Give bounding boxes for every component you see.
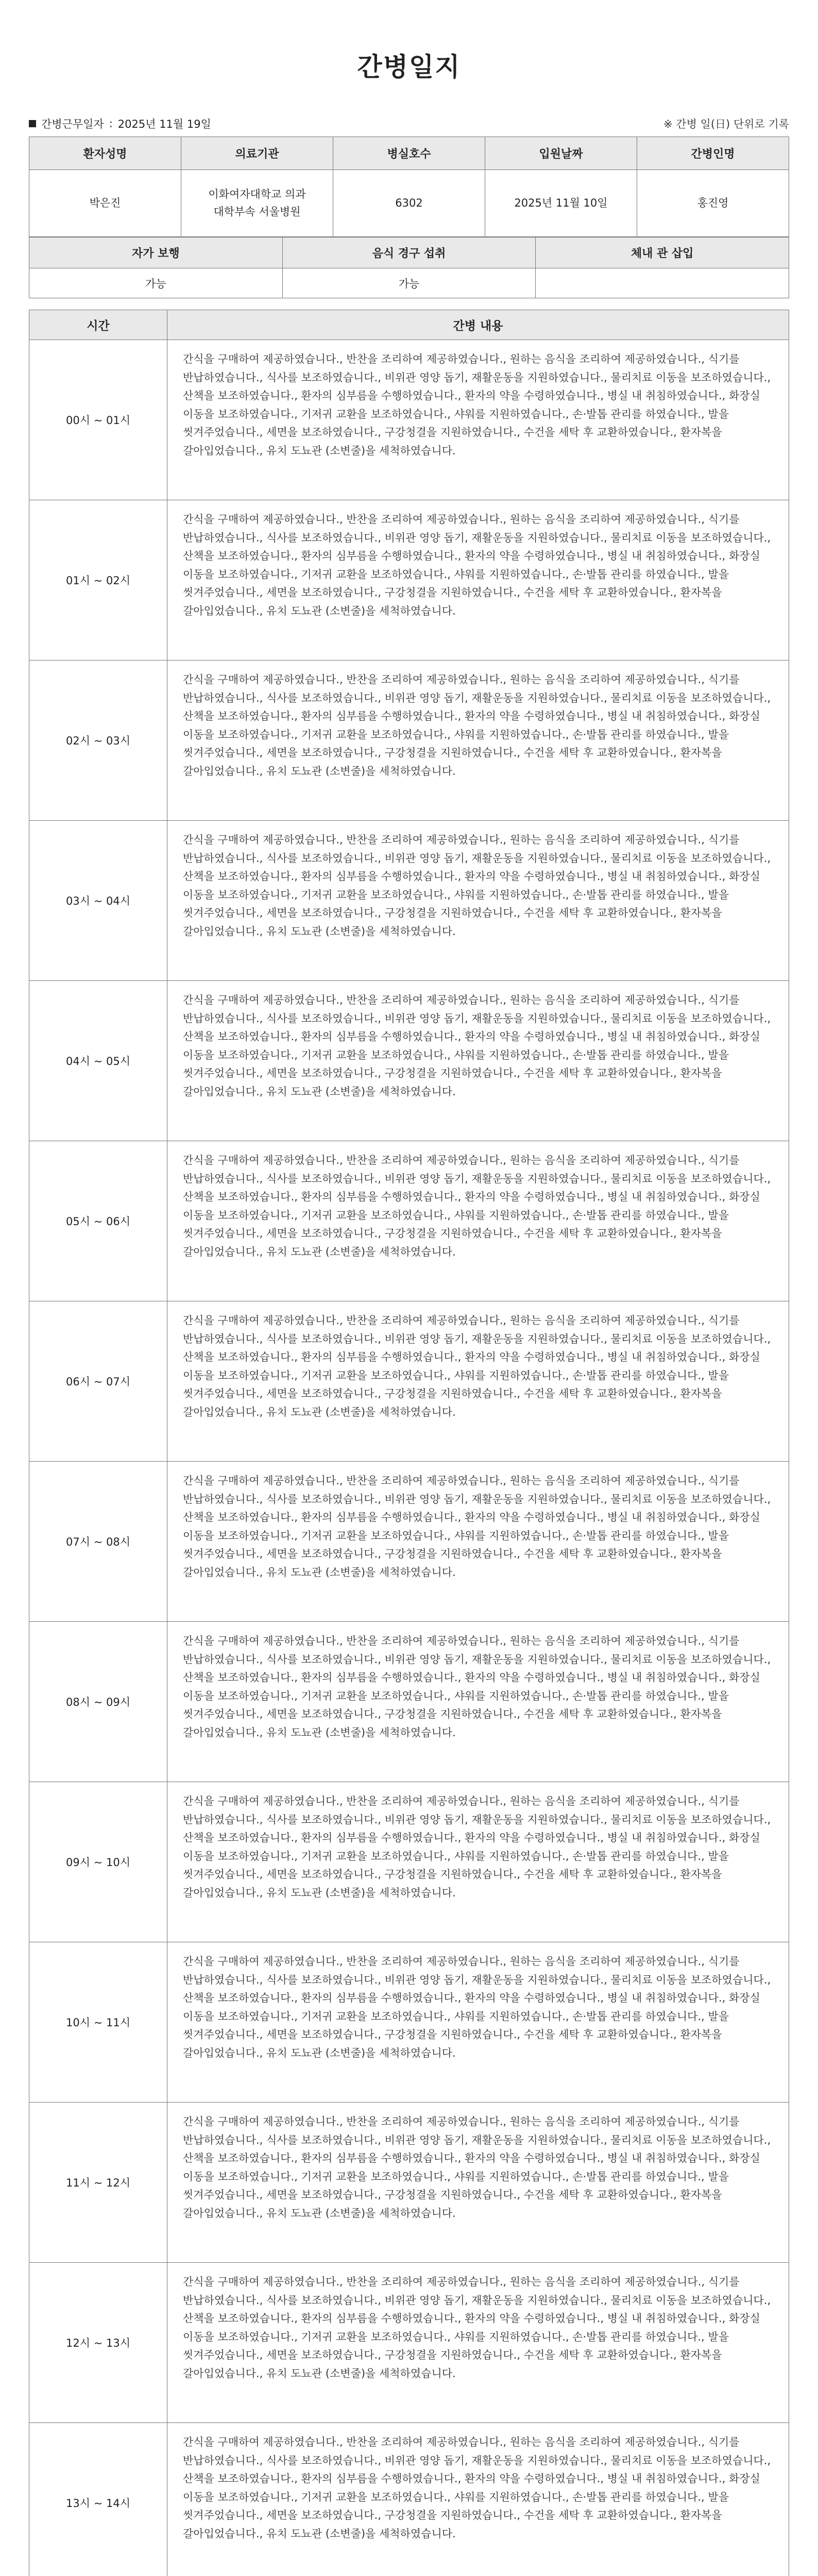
care-log-row [29,500,789,660]
work-date-label: 간병근무일자 [41,118,104,130]
care-log-time: 09시 ~ 10시 [29,1782,167,1942]
tube-insertion-value [536,268,789,298]
care-log-header-row [29,310,789,340]
room-number: 6302 [333,170,485,237]
admission-date: 2025년 11월 10일 [485,170,637,237]
care-log-time: 08시 ~ 09시 [29,1622,167,1782]
care-log-body [29,340,789,2576]
care-log-row [29,981,789,1141]
meta-row [29,111,789,137]
care-log-content: 간식을 구매하여 제공하였습니다., 반찬을 조리하여 제공하였습니다., 원하는 음식을 조리하여 제공하였습니다., 식기를 반납하였습니다., 식사를 보조하였습니다., 비위관 영양 돕기, 재활운동을 지원하였습니다., 물리치료 이동을 보조하였습니다., 산책을 보조하였습니다., 환자의 심부름을 수행하였습니다., 환자의 약을 수령하였습니다., 병실 내 취침하였습니다., 화장실 이동을 보조하였습니다., 기저귀 교환을 보조하였습니다., 샤워를 지원하였습니다., 손·발톱 관리를 하였습니다., 발을 씻겨주었습니다., 세면을 보조하였습니다., 구강청결을 지원하였습니다., 수건을 세탁 후 교환하였습니다., 환자복을 갈아입었습니다., 유치 도뇨관 (소변줄)을 세척하였습니다. [167,1301,789,1462]
square-bullet-icon [29,120,36,127]
care-status-value-row [29,268,789,298]
care-status-table [29,237,789,298]
patient-info-table [29,137,789,237]
care-log-content: 간식을 구매하여 제공하였습니다., 반찬을 조리하여 제공하였습니다., 원하는 음식을 조리하여 제공하였습니다., 식기를 반납하였습니다., 식사를 보조하였습니다., 비위관 영양 돕기, 재활운동을 지원하였습니다., 물리치료 이동을 보조하였습니다., 산책을 보조하였습니다., 환자의 심부름을 수행하였습니다., 환자의 약을 수령하였습니다., 병실 내 취침하였습니다., 화장실 이동을 보조하였습니다., 기저귀 교환을 보조하였습니다., 샤워를 지원하였습니다., 손·발톱 관리를 하였습니다., 발을 씻겨주었습니다., 세면을 보조하였습니다., 구강청결을 지원하였습니다., 수건을 세탁 후 교환하였습니다., 환자복을 갈아입었습니다., 유치 도뇨관 (소변줄)을 세척하였습니다. [167,1462,789,1622]
care-log-row [29,1782,789,1942]
work-date [29,116,211,131]
document-title: 간병일지 [357,52,461,82]
table-gap [29,298,789,310]
care-log-time: 01시 ~ 02시 [29,500,167,660]
care-log-content: 간식을 구매하여 제공하였습니다., 반찬을 조리하여 제공하였습니다., 원하는 음식을 조리하여 제공하였습니다., 식기를 반납하였습니다., 식사를 보조하였습니다., 비위관 영양 돕기, 재활운동을 지원하였습니다., 물리치료 이동을 보조하였습니다., 산책을 보조하였습니다., 환자의 심부름을 수행하였습니다., 환자의 약을 수령하였습니다., 병실 내 취침하였습니다., 화장실 이동을 보조하였습니다., 기저귀 교환을 보조하였습니다., 샤워를 지원하였습니다., 손·발톱 관리를 하였습니다., 발을 씻겨주었습니다., 세면을 보조하였습니다., 구강청결을 지원하였습니다., 수건을 세탁 후 교환하였습니다., 환자복을 갈아입었습니다., 유치 도뇨관 (소변줄)을 세척하였습니다. [167,2263,789,2423]
header-self-walking: 자가 보행 [29,238,283,268]
header-care-content: 간병 내용 [167,310,789,340]
care-log-content: 간식을 구매하여 제공하였습니다., 반찬을 조리하여 제공하였습니다., 원하는 음식을 조리하여 제공하였습니다., 식기를 반납하였습니다., 식사를 보조하였습니다., 비위관 영양 돕기, 재활운동을 지원하였습니다., 물리치료 이동을 보조하였습니다., 산책을 보조하였습니다., 환자의 심부름을 수행하였습니다., 환자의 약을 수령하였습니다., 병실 내 취침하였습니다., 화장실 이동을 보조하였습니다., 기저귀 교환을 보조하였습니다., 샤워를 지원하였습니다., 손·발톱 관리를 하였습니다., 발을 씻겨주었습니다., 세면을 보조하였습니다., 구강청결을 지원하였습니다., 수건을 세탁 후 교환하였습니다., 환자복을 갈아입었습니다., 유치 도뇨관 (소변줄)을 세척하였습니다. [167,1942,789,2103]
work-date-separator: : [109,117,113,130]
header-hospital: 의료기관 [181,137,333,170]
care-log-row [29,2263,789,2423]
care-log-row [29,2423,789,2576]
work-date-value: 2025년 11월 19일 [117,118,211,130]
care-log-time: 12시 ~ 13시 [29,2263,167,2423]
patient-name: 박은진 [29,170,181,237]
care-log-row [29,340,789,500]
header-oral-intake: 음식 경구 섭취 [282,238,536,268]
care-status-header-row [29,238,789,268]
care-log-content: 간식을 구매하여 제공하였습니다., 반찬을 조리하여 제공하였습니다., 원하는 음식을 조리하여 제공하였습니다., 식기를 반납하였습니다., 식사를 보조하였습니다., 비위관 영양 돕기, 재활운동을 지원하였습니다., 물리치료 이동을 보조하였습니다., 산책을 보조하였습니다., 환자의 심부름을 수행하였습니다., 환자의 약을 수령하였습니다., 병실 내 취침하였습니다., 화장실 이동을 보조하였습니다., 기저귀 교환을 보조하였습니다., 샤워를 지원하였습니다., 손·발톱 관리를 하였습니다., 발을 씻겨주었습니다., 세면을 보조하였습니다., 구강청결을 지원하였습니다., 수건을 세탁 후 교환하였습니다., 환자복을 갈아입었습니다., 유치 도뇨관 (소변줄)을 세척하였습니다. [167,1141,789,1301]
care-log-row [29,1622,789,1782]
care-log-time: 03시 ~ 04시 [29,821,167,981]
care-log-time: 02시 ~ 03시 [29,660,167,821]
care-log-table [29,310,789,2576]
header-admission-date: 입원날짜 [485,137,637,170]
care-log-content: 간식을 구매하여 제공하였습니다., 반찬을 조리하여 제공하였습니다., 원하는 음식을 조리하여 제공하였습니다., 식기를 반납하였습니다., 식사를 보조하였습니다., 비위관 영양 돕기, 재활운동을 지원하였습니다., 물리치료 이동을 보조하였습니다., 산책을 보조하였습니다., 환자의 심부름을 수행하였습니다., 환자의 약을 수령하였습니다., 병실 내 취침하였습니다., 화장실 이동을 보조하였습니다., 기저귀 교환을 보조하였습니다., 샤워를 지원하였습니다., 손·발톱 관리를 하였습니다., 발을 씻겨주었습니다., 세면을 보조하였습니다., 구강청결을 지원하였습니다., 수건을 세탁 후 교환하였습니다., 환자복을 갈아입었습니다., 유치 도뇨관 (소변줄)을 세척하였습니다. [167,981,789,1141]
care-log-time: 00시 ~ 01시 [29,340,167,500]
care-log-content: 간식을 구매하여 제공하였습니다., 반찬을 조리하여 제공하였습니다., 원하는 음식을 조리하여 제공하였습니다., 식기를 반납하였습니다., 식사를 보조하였습니다., 비위관 영양 돕기, 재활운동을 지원하였습니다., 물리치료 이동을 보조하였습니다., 산책을 보조하였습니다., 환자의 심부름을 수행하였습니다., 환자의 약을 수령하였습니다., 병실 내 취침하였습니다., 화장실 이동을 보조하였습니다., 기저귀 교환을 보조하였습니다., 샤워를 지원하였습니다., 손·발톱 관리를 하였습니다., 발을 씻겨주었습니다., 세면을 보조하였습니다., 구강청결을 지원하였습니다., 수건을 세탁 후 교환하였습니다., 환자복을 갈아입었습니다., 유치 도뇨관 (소변줄)을 세척하였습니다. [167,500,789,660]
care-log-row [29,1301,789,1462]
header-caregiver: 간병인명 [637,137,789,170]
header-time: 시간 [29,310,167,340]
care-log-row [29,1942,789,2103]
hospital-name: 이화여자대학교 의과 대학부속 서울병원 [181,170,333,237]
self-walking-value: 가능 [29,268,283,298]
care-log-time: 13시 ~ 14시 [29,2423,167,2576]
header-room: 병실호수 [333,137,485,170]
care-log-row [29,1462,789,1622]
care-log-time: 06시 ~ 07시 [29,1301,167,1462]
unit-note: ※ 간병 일(日) 단위로 기록 [663,118,789,130]
oral-intake-value: 가능 [282,268,536,298]
care-log-content: 간식을 구매하여 제공하였습니다., 반찬을 조리하여 제공하였습니다., 원하는 음식을 조리하여 제공하였습니다., 식기를 반납하였습니다., 식사를 보조하였습니다., 비위관 영양 돕기, 재활운동을 지원하였습니다., 물리치료 이동을 보조하였습니다., 산책을 보조하였습니다., 환자의 심부름을 수행하였습니다., 환자의 약을 수령하였습니다., 병실 내 취침하였습니다., 화장실 이동을 보조하였습니다., 기저귀 교환을 보조하였습니다., 샤워를 지원하였습니다., 손·발톱 관리를 하였습니다., 발을 씻겨주었습니다., 세면을 보조하였습니다., 구강청결을 지원하였습니다., 수건을 세탁 후 교환하였습니다., 환자복을 갈아입었습니다., 유치 도뇨관 (소변줄)을 세척하였습니다. [167,1622,789,1782]
care-log-time: 11시 ~ 12시 [29,2103,167,2263]
care-log-row [29,2103,789,2263]
care-log-content: 간식을 구매하여 제공하였습니다., 반찬을 조리하여 제공하였습니다., 원하는 음식을 조리하여 제공하였습니다., 식기를 반납하였습니다., 식사를 보조하였습니다., 비위관 영양 돕기, 재활운동을 지원하였습니다., 물리치료 이동을 보조하였습니다., 산책을 보조하였습니다., 환자의 심부름을 수행하였습니다., 환자의 약을 수령하였습니다., 병실 내 취침하였습니다., 화장실 이동을 보조하였습니다., 기저귀 교환을 보조하였습니다., 샤워를 지원하였습니다., 손·발톱 관리를 하였습니다., 발을 씻겨주었습니다., 세면을 보조하였습니다., 구강청결을 지원하였습니다., 수건을 세탁 후 교환하였습니다., 환자복을 갈아입었습니다., 유치 도뇨관 (소변줄)을 세척하였습니다. [167,660,789,821]
care-log-row [29,1141,789,1301]
care-log-content: 간식을 구매하여 제공하였습니다., 반찬을 조리하여 제공하였습니다., 원하는 음식을 조리하여 제공하였습니다., 식기를 반납하였습니다., 식사를 보조하였습니다., 비위관 영양 돕기, 재활운동을 지원하였습니다., 물리치료 이동을 보조하였습니다., 산책을 보조하였습니다., 환자의 심부름을 수행하였습니다., 환자의 약을 수령하였습니다., 병실 내 취침하였습니다., 화장실 이동을 보조하였습니다., 기저귀 교환을 보조하였습니다., 샤워를 지원하였습니다., 손·발톱 관리를 하였습니다., 발을 씻겨주었습니다., 세면을 보조하였습니다., 구강청결을 지원하였습니다., 수건을 세탁 후 교환하였습니다., 환자복을 갈아입었습니다., 유치 도뇨관 (소변줄)을 세척하였습니다. [167,2103,789,2263]
care-log-content: 간식을 구매하여 제공하였습니다., 반찬을 조리하여 제공하였습니다., 원하는 음식을 조리하여 제공하였습니다., 식기를 반납하였습니다., 식사를 보조하였습니다., 비위관 영양 돕기, 재활운동을 지원하였습니다., 물리치료 이동을 보조하였습니다., 산책을 보조하였습니다., 환자의 심부름을 수행하였습니다., 환자의 약을 수령하였습니다., 병실 내 취침하였습니다., 화장실 이동을 보조하였습니다., 기저귀 교환을 보조하였습니다., 샤워를 지원하였습니다., 손·발톱 관리를 하였습니다., 발을 씻겨주었습니다., 세면을 보조하였습니다., 구강청결을 지원하였습니다., 수건을 세탁 후 교환하였습니다., 환자복을 갈아입었습니다., 유치 도뇨관 (소변줄)을 세척하였습니다. [167,1782,789,1942]
care-log-time: 05시 ~ 06시 [29,1141,167,1301]
care-log-content: 간식을 구매하여 제공하였습니다., 반찬을 조리하여 제공하였습니다., 원하는 음식을 조리하여 제공하였습니다., 식기를 반납하였습니다., 식사를 보조하였습니다., 비위관 영양 돕기, 재활운동을 지원하였습니다., 물리치료 이동을 보조하였습니다., 산책을 보조하였습니다., 환자의 심부름을 수행하였습니다., 환자의 약을 수령하였습니다., 병실 내 취침하였습니다., 화장실 이동을 보조하였습니다., 기저귀 교환을 보조하였습니다., 샤워를 지원하였습니다., 손·발톱 관리를 하였습니다., 발을 씻겨주었습니다., 세면을 보조하였습니다., 구강청결을 지원하였습니다., 수건을 세탁 후 교환하였습니다., 환자복을 갈아입었습니다., 유치 도뇨관 (소변줄)을 세척하였습니다. [167,821,789,981]
header-patient-name: 환자성명 [29,137,181,170]
care-log-time: 04시 ~ 05시 [29,981,167,1141]
care-log-row [29,821,789,981]
patient-info-header-row [29,137,789,170]
care-log-content: 간식을 구매하여 제공하였습니다., 반찬을 조리하여 제공하였습니다., 원하는 음식을 조리하여 제공하였습니다., 식기를 반납하였습니다., 식사를 보조하였습니다., 비위관 영양 돕기, 재활운동을 지원하였습니다., 물리치료 이동을 보조하였습니다., 산책을 보조하였습니다., 환자의 심부름을 수행하였습니다., 환자의 약을 수령하였습니다., 병실 내 취침하였습니다., 화장실 이동을 보조하였습니다., 기저귀 교환을 보조하였습니다., 샤워를 지원하였습니다., 손·발톱 관리를 하였습니다., 발을 씻겨주었습니다., 세면을 보조하였습니다., 구강청결을 지원하였습니다., 수건을 세탁 후 교환하였습니다., 환자복을 갈아입었습니다., 유치 도뇨관 (소변줄)을 세척하였습니다. [167,340,789,500]
care-log-content: 간식을 구매하여 제공하였습니다., 반찬을 조리하여 제공하였습니다., 원하는 음식을 조리하여 제공하였습니다., 식기를 반납하였습니다., 식사를 보조하였습니다., 비위관 영양 돕기, 재활운동을 지원하였습니다., 물리치료 이동을 보조하였습니다., 산책을 보조하였습니다., 환자의 심부름을 수행하였습니다., 환자의 약을 수령하였습니다., 병실 내 취침하였습니다., 화장실 이동을 보조하였습니다., 기저귀 교환을 보조하였습니다., 샤워를 지원하였습니다., 손·발톱 관리를 하였습니다., 발을 씻겨주었습니다., 세면을 보조하였습니다., 구강청결을 지원하였습니다., 수건을 세탁 후 교환하였습니다., 환자복을 갈아입었습니다., 유치 도뇨관 (소변줄)을 세척하였습니다. [167,2423,789,2576]
header-tube-insertion: 체내 관 삽입 [536,238,789,268]
care-log-time: 10시 ~ 11시 [29,1942,167,2103]
care-log-row [29,660,789,821]
patient-info-value-row [29,170,789,237]
care-log-time: 07시 ~ 08시 [29,1462,167,1622]
caregiver-name: 홍진영 [637,170,789,237]
